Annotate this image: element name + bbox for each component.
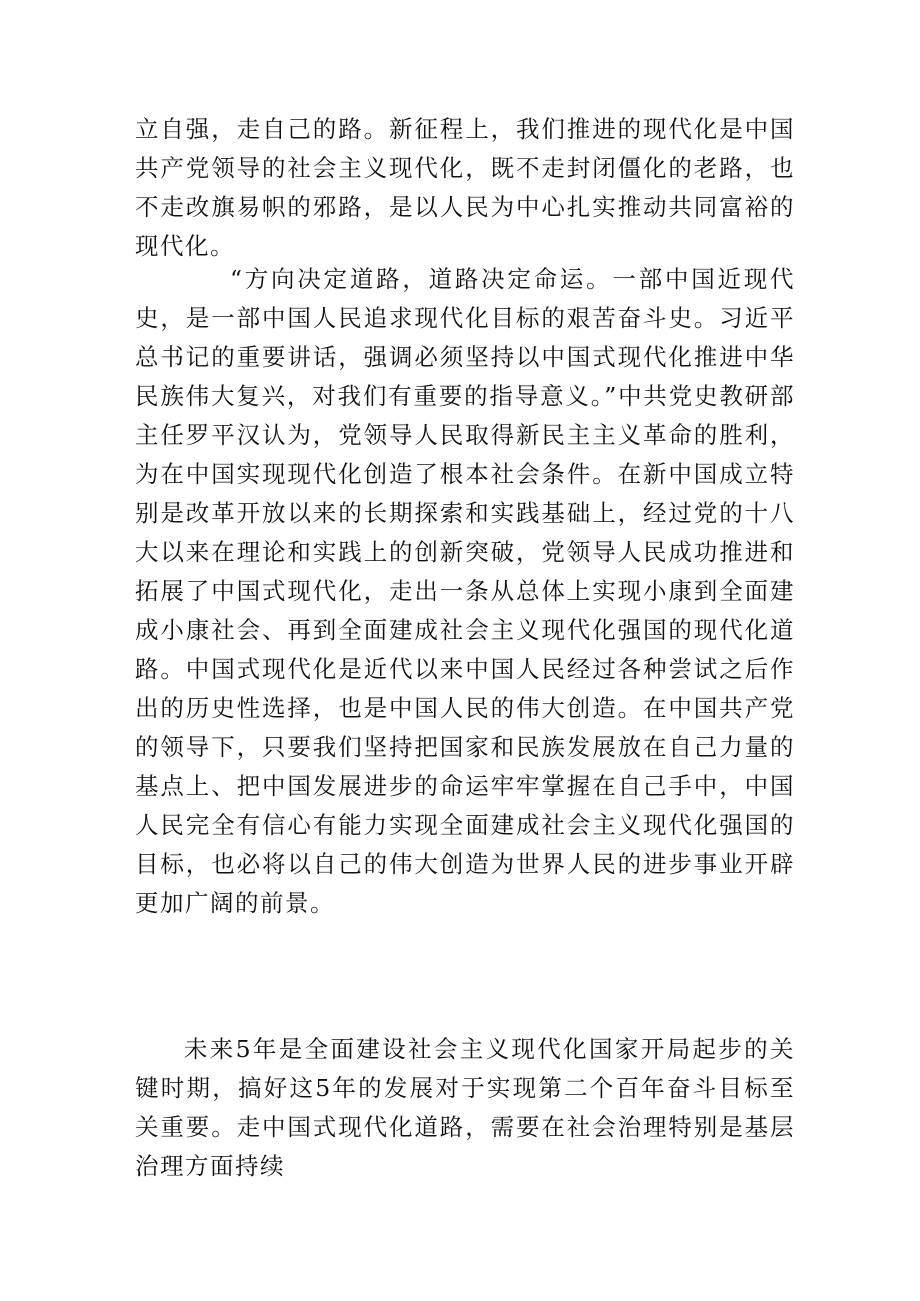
paragraph-2-text: “方向决定道路，道路决定命运。一部中国近现代史，是一部中国人民追求现代化目标的艰苦奋斗史。习近平总书记的重要讲话，强调必须坚持以中国式现代化推进中华民族伟大复兴，对我们有重要的指导意义。”中共党史教研部主任罗平汉认为，党领导人民取得新民主主义革命的胜利，为在中国实现现代化创造了根本社会条件。在新中国成立特别是改革开放以来的长期探索和实践基础上，经过党的十八大以来在理论和实践上的创新突破，党领导人民成功推进和拓展了中国式现代化，走出一条从总体上实现小康到全面建成小康社会、再到全面建成社会主义现代化强国的现代化道路。中国式现代化是近代以来中国人民经过各种尝试之后作出的历史性选择，也是中国人民的伟大创造。在中国共产党的领导下，只要我们坚持把国家和民族发展放在自己力量的基点上、把中国发展进步的命运牢牢掌握在自己手中，中国人民完全有信心有能力实现全面建成社会主义现代化强国的目标，也必将以自己的伟大创造为世界人民的进步事业开辟更加广阔的前景。 bbox=[135, 265, 795, 917]
paragraph-3-text: 未来5年是全面建设社会主义现代化国家开局起步的关键时期，搞好这5年的发展对于实现第二个百年奋斗目标至关重要。走中国式现代化道路，需要在社会治理特别是基层治理方面持续 bbox=[135, 1035, 795, 1180]
paragraph-1-text: 立自强，走自己的路。新征程上，我们推进的现代化是中国共产党领导的社会主义现代化，既不走封闭僵化的老路，也不走改旗易帜的邪路，是以人民为中心扎实推动共同富裕的现代化。 bbox=[135, 115, 795, 260]
paragraph-1 bbox=[135, 110, 795, 266]
paragraph-3 bbox=[135, 1030, 795, 1186]
paragraph-2 bbox=[135, 260, 795, 923]
